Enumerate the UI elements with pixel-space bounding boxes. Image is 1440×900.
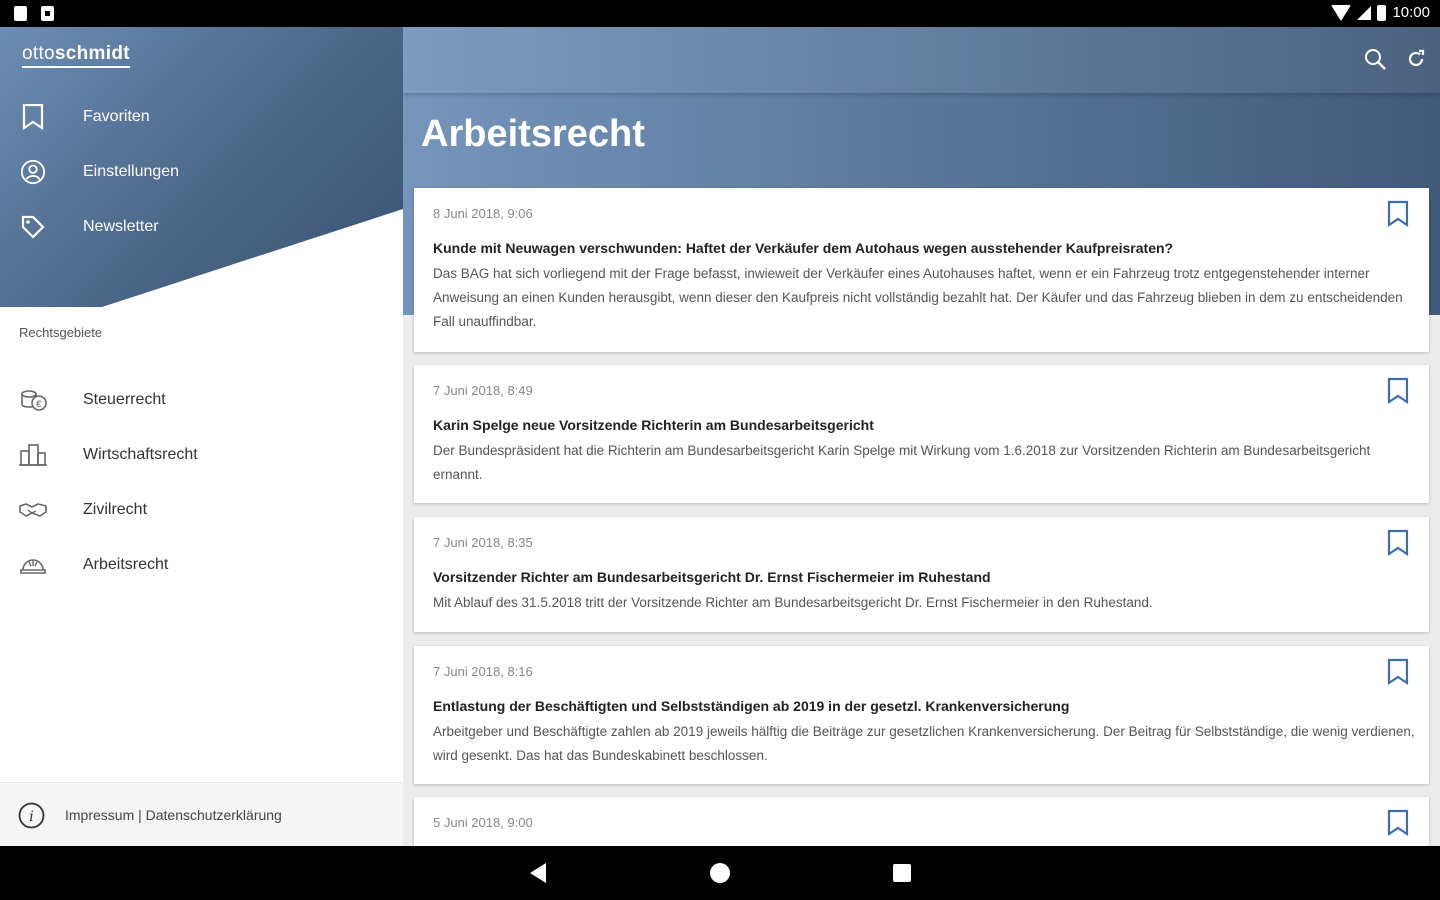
area-item-wirtschaftsrecht[interactable]: Wirtschaftsrecht bbox=[0, 430, 403, 480]
notification-icon bbox=[14, 6, 27, 21]
article-date: 7 Juni 2018, 8:35 bbox=[433, 535, 533, 550]
bookmark-icon bbox=[20, 104, 46, 130]
article-card[interactable] bbox=[414, 365, 1429, 503]
menu-item-einstellungen[interactable]: Einstellungen bbox=[0, 147, 403, 197]
article-teaser: Der Bundespräsident hat die Richterin am Bundesarbeitsgericht Karin Spelge mit Wirkung vom 1.6.2018 zur Vorsitzenden Richterin am Bundesarbeitsgericht ernannt. bbox=[433, 443, 1371, 482]
search-icon[interactable] bbox=[1363, 47, 1387, 71]
article-teaser: Mit Ablauf des 31.5.2018 tritt der Vorsitzende Richter am Bundesarbeitsgericht Dr. Ernst Fischermeier in den Ruhestand. bbox=[433, 595, 1153, 610]
article-date: 7 Juni 2018, 8:16 bbox=[433, 664, 533, 679]
article-date: 7 Juni 2018, 8:49 bbox=[433, 383, 533, 398]
back-icon[interactable] bbox=[530, 863, 546, 883]
section-label: Rechtsgebiete bbox=[19, 325, 103, 340]
refresh-icon[interactable] bbox=[1404, 47, 1428, 71]
recent-apps-icon[interactable] bbox=[893, 864, 911, 882]
svg-text:€: € bbox=[36, 400, 42, 410]
menu-item-newsletter[interactable]: Newsletter bbox=[0, 202, 403, 252]
helmet-icon bbox=[18, 551, 48, 579]
home-icon[interactable] bbox=[710, 863, 730, 883]
area-item-zivilrecht[interactable]: Zivilrecht bbox=[0, 485, 403, 535]
article-headline: Kunde mit Neuwagen verschwunden: Haftet der Verkäufer dem Autohaus wegen ausstehender Kaufpreisraten? bbox=[433, 240, 1174, 256]
notification-icon bbox=[41, 6, 54, 21]
drawer-footer-legal[interactable]: i Impressum | Datenschutzerklärung bbox=[0, 782, 403, 846]
navigation-drawer bbox=[0, 27, 403, 846]
area-item-steuerrecht[interactable]: € Steuerrecht bbox=[0, 375, 403, 425]
article-card[interactable] bbox=[414, 188, 1429, 352]
info-icon bbox=[18, 802, 45, 829]
bookmark-icon[interactable] bbox=[1386, 200, 1410, 228]
article-teaser: Das BAG hat sich vorliegend mit der Frage befasst, inwieweit der Verkäufer eines Autohauses haftet, wenn er ein Fahrzeug trotz entgegenstehender interner Anweisung an einen Kunden herausgibt, wenn dieser den Kaufpreis nicht vollständig bezahlt hat. Der Käufer und das Fahrzeug blieben in dem zu entscheidenden Fall unauffindbar. bbox=[433, 266, 1403, 329]
battery-icon bbox=[1377, 5, 1386, 21]
wifi-icon bbox=[1331, 5, 1351, 21]
bookmark-icon[interactable] bbox=[1386, 377, 1410, 405]
article-teaser: Arbeitgeber und Beschäftigte zahlen ab 2019 jeweils hälftig die Beiträge zur gesetzlichen Krankenversicherung. Der Beitrag für Selbstständige, die wenig verdienen, wird gesenkt. Das hat das Bundeskabinett beschlossen. bbox=[433, 724, 1415, 763]
coins-icon bbox=[18, 386, 48, 414]
clock: 10:00 bbox=[1392, 4, 1430, 21]
main-content bbox=[403, 27, 1440, 846]
buildings-icon bbox=[18, 441, 48, 469]
article-card[interactable] bbox=[414, 797, 1429, 846]
svg-text:i: i bbox=[29, 809, 34, 825]
status-bar bbox=[0, 0, 1440, 27]
article-headline: Vorsitzender Richter am Bundesarbeitsgericht Dr. Ernst Fischermeier im Ruhestand bbox=[433, 569, 991, 585]
logo[interactable]: ottoschmidt bbox=[22, 43, 130, 68]
tag-icon bbox=[20, 214, 46, 240]
article-headline: Entlastung der Beschäftigten und Selbstständigen ab 2019 in der gesetzl. Krankenversicherung bbox=[433, 698, 1070, 714]
article-headline: Karin Spelge neue Vorsitzende Richterin am Bundesarbeitsgericht bbox=[433, 417, 874, 433]
cell-signal-icon bbox=[1357, 6, 1371, 20]
system-nav-bar bbox=[0, 846, 1440, 900]
bookmark-icon[interactable] bbox=[1386, 529, 1410, 557]
area-item-arbeitsrecht[interactable]: Arbeitsrecht bbox=[0, 540, 403, 590]
article-card[interactable] bbox=[414, 517, 1429, 632]
article-date: 5 Juni 2018, 9:00 bbox=[433, 815, 533, 830]
article-date: 8 Juni 2018, 9:06 bbox=[433, 206, 533, 221]
toolbar bbox=[403, 27, 1440, 93]
menu-item-favoriten[interactable]: Favoriten bbox=[0, 92, 403, 142]
page-title: Arbeitsrecht bbox=[421, 113, 645, 155]
handshake-icon bbox=[18, 496, 48, 524]
bookmark-icon[interactable] bbox=[1386, 809, 1410, 837]
settings-person-icon bbox=[20, 159, 46, 185]
article-card[interactable] bbox=[414, 646, 1429, 784]
bookmark-icon[interactable] bbox=[1386, 658, 1410, 686]
